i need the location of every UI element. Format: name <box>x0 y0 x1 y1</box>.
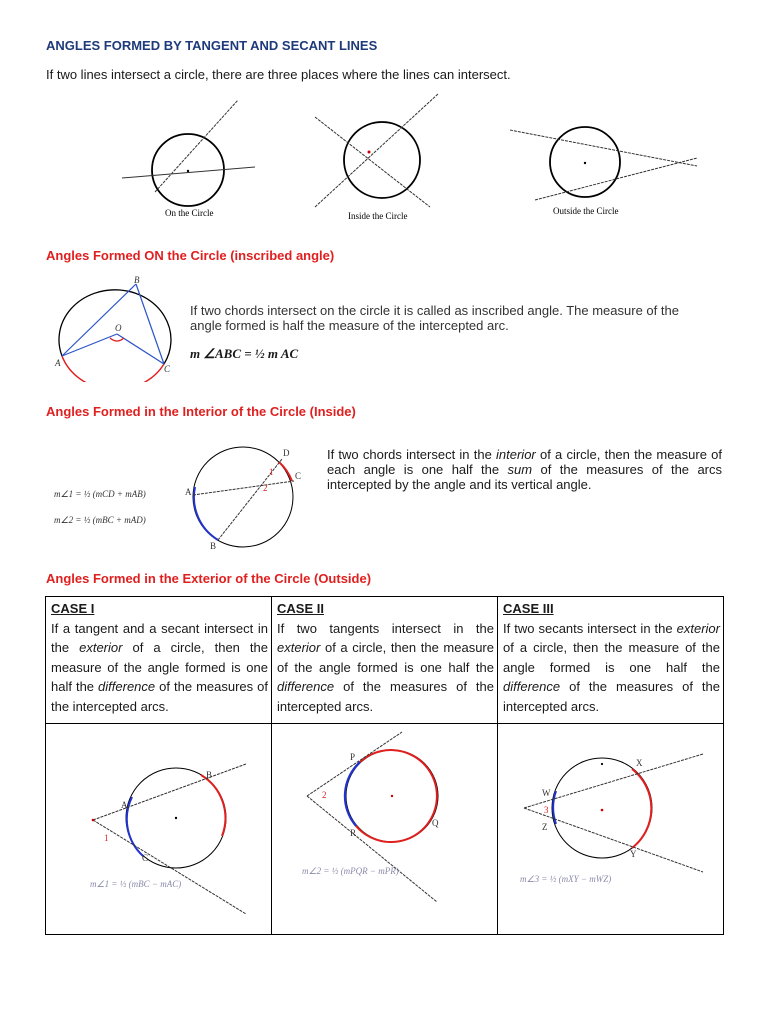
on-circle-diagram <box>122 100 255 218</box>
case-2-figure-cell <box>272 724 498 935</box>
label-b: B <box>210 541 217 551</box>
case-3-cell: CASE III If two secants intersect in the exterior of a circle, then the measure of the angle formed is one half the difference of the measures of the intercepted arcs. <box>498 597 724 724</box>
case-1-title: CASE I <box>51 601 95 616</box>
inscribed-angle-diagram <box>52 276 182 382</box>
case-1-figure-cell <box>46 724 272 935</box>
interior-angle-text: If two chords intersect in the interior of a circle, then the measure of each angle is one half the sum of the measures of the arcs intercepted by the angle and its vertical angle. <box>327 447 723 492</box>
outside-circle-label: Outside the Circle <box>553 206 619 216</box>
label-o: O <box>115 323 122 333</box>
page-title: ANGLES FORMED BY TANGENT AND SECANT LINES <box>46 38 378 53</box>
angle-1-label: 1 <box>104 833 109 843</box>
label-a: A <box>121 800 128 810</box>
label-d: D <box>283 448 290 458</box>
intro-text: If two lines intersect a circle, there are three places where the lines can intersect. <box>46 67 511 82</box>
label-w: W <box>542 788 551 798</box>
exterior-cases-table <box>45 596 724 935</box>
inside-circle-diagram <box>315 94 438 221</box>
case-1-diagram <box>46 724 271 928</box>
formula-2: m∠2 = ½ (mBC + mAD) <box>54 515 146 525</box>
interior-angle-diagram <box>46 445 316 555</box>
label-q: Q <box>432 818 439 828</box>
section-heading-outside: Angles Formed in the Exterior of the Circle (Outside) <box>46 571 372 586</box>
case-3-formula: m∠3 = ½ (mXY − mWZ) <box>520 874 612 884</box>
angle-2-label: 2 <box>322 790 327 800</box>
label-p: P <box>350 752 356 762</box>
label-b: B <box>134 276 140 285</box>
label-r: R <box>350 828 357 838</box>
label-c: C <box>295 471 302 481</box>
section-heading-on: Angles Formed ON the Circle (inscribed angle) <box>46 248 335 263</box>
inside-circle-label: Inside the Circle <box>348 211 408 221</box>
case-3-title: CASE III <box>503 601 554 616</box>
case-1-cell: CASE I If a tangent and a secant intersect in the exterior of a circle, then the measure of the angle formed is one half the difference of the measures of the intercepted arcs. <box>46 597 272 724</box>
formula-1: m∠1 = ½ (mCD + mAB) <box>54 489 146 499</box>
label-a: A <box>55 358 61 368</box>
section-heading-inside: Angles Formed in the Interior of the Circle (Inside) <box>46 404 356 419</box>
case-2-title: CASE II <box>277 601 324 616</box>
case-2-diagram <box>272 724 497 928</box>
label-x: X <box>636 758 643 768</box>
inscribed-angle-text: If two chords intersect on the circle it is called as inscribed angle. The measure of the angle formed is half the measure of the intercepted arc. <box>190 303 679 333</box>
label-y: Y <box>630 849 637 859</box>
case-1-formula: m∠1 = ½ (mBC − mAC) <box>90 879 182 889</box>
label-c: C <box>164 364 171 374</box>
on-circle-label: On the Circle <box>165 208 214 218</box>
angle-2-label: 2 <box>263 483 268 493</box>
inscribed-angle-formula: m ∠ABC = ½ m AC <box>190 346 299 361</box>
case-2-formula: m∠2 = ½ (mPQR − mPR) <box>302 866 399 876</box>
intersection-types-figure <box>110 92 730 232</box>
angle-3-label: 3 <box>544 805 549 815</box>
angle-1-label: 1 <box>269 467 274 477</box>
label-b: B <box>206 770 213 780</box>
label-a: A <box>185 487 192 497</box>
case-3-diagram <box>498 724 723 928</box>
label-z: Z <box>542 822 548 832</box>
label-c: C <box>142 853 149 863</box>
outside-circle-diagram <box>510 127 697 216</box>
case-2-cell: CASE II If two tangents intersect in the exterior of a circle, then the measure of the angle formed is one half the difference of the measures of the intercepted arcs. <box>272 597 498 724</box>
case-3-figure-cell <box>498 724 724 935</box>
